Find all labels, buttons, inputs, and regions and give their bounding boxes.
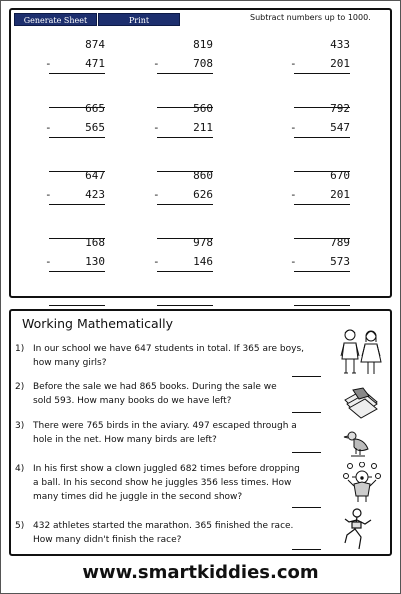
minuend: 789 bbox=[330, 236, 350, 249]
subtrahend: 423 bbox=[85, 188, 105, 201]
subtrahend: 573 bbox=[330, 255, 350, 268]
sum-rule bbox=[49, 73, 105, 74]
sum-rule bbox=[49, 271, 105, 272]
question-number: 5) bbox=[15, 521, 25, 531]
minus-sign: - bbox=[153, 255, 160, 268]
subtrahend: 626 bbox=[193, 188, 213, 201]
minus-sign: - bbox=[153, 57, 160, 70]
question-line: How many didn't finish the race? bbox=[33, 535, 182, 545]
subtrahend: 565 bbox=[85, 121, 105, 134]
subtrahend: 471 bbox=[85, 57, 105, 70]
question-number: 3) bbox=[15, 421, 25, 431]
subtrahend: 146 bbox=[193, 255, 213, 268]
subtrahend: 547 bbox=[330, 121, 350, 134]
question-text bbox=[33, 380, 343, 408]
question-line: There were 765 birds in the aviary. 497 escaped through a bbox=[33, 421, 297, 431]
answer-line[interactable] bbox=[292, 507, 321, 508]
question-text bbox=[33, 419, 348, 447]
minus-sign: - bbox=[290, 188, 297, 201]
question-line: In our school we have 647 students in total. If 365 are boys, bbox=[33, 344, 305, 354]
subtrahend: 708 bbox=[193, 57, 213, 70]
clown-icon bbox=[342, 462, 382, 504]
minuend: 819 bbox=[193, 38, 213, 51]
minus-sign: - bbox=[45, 121, 52, 134]
sum-rule bbox=[157, 73, 213, 74]
minuend: 168 bbox=[85, 236, 105, 249]
minus-sign: - bbox=[290, 255, 297, 268]
answer-line[interactable] bbox=[292, 452, 321, 453]
books-icon bbox=[341, 386, 381, 420]
minus-sign: - bbox=[45, 255, 52, 268]
question-line: sold 593. How many books do we have left? bbox=[33, 396, 232, 406]
generate-sheet-button[interactable]: Generate Sheet bbox=[14, 13, 97, 26]
subtrahend: 201 bbox=[330, 57, 350, 70]
question-line: a ball. In his second show he juggles 356 less times. How bbox=[33, 478, 292, 488]
sum-rule bbox=[157, 271, 213, 272]
sum-rule bbox=[157, 204, 213, 205]
answer-line[interactable] bbox=[292, 376, 321, 377]
print-button[interactable]: Print bbox=[98, 13, 180, 26]
sum-rule bbox=[294, 271, 350, 272]
minus-sign: - bbox=[153, 121, 160, 134]
minuend: 860 bbox=[193, 169, 213, 182]
question-number: 4) bbox=[15, 464, 25, 474]
minus-sign: - bbox=[290, 57, 297, 70]
question-line: hole in the net. How many birds are left? bbox=[33, 435, 217, 445]
subtrahend: 201 bbox=[330, 188, 350, 201]
subtrahend: 130 bbox=[85, 255, 105, 268]
minuend: 433 bbox=[330, 38, 350, 51]
question-text bbox=[33, 519, 343, 547]
sum-rule bbox=[49, 137, 105, 138]
question-line: many times did he juggle in the second show? bbox=[33, 492, 243, 502]
question-line: 432 athletes started the marathon. 365 finished the race. bbox=[33, 521, 294, 531]
answer-line[interactable] bbox=[49, 305, 105, 306]
question-line: how many girls? bbox=[33, 358, 107, 368]
minus-sign: - bbox=[153, 188, 160, 201]
question-number: 1) bbox=[15, 344, 25, 354]
minuend: 647 bbox=[85, 169, 105, 182]
question-text bbox=[33, 342, 343, 370]
answer-line[interactable] bbox=[157, 305, 213, 306]
answer-line[interactable] bbox=[292, 549, 321, 550]
question-number: 2) bbox=[15, 382, 25, 392]
runner-icon bbox=[343, 508, 377, 552]
question-text bbox=[33, 462, 348, 504]
subtrahend: 211 bbox=[193, 121, 213, 134]
question-line: In his first show a clown juggled 682 times before dropping bbox=[33, 464, 300, 474]
minuend: 560 bbox=[193, 102, 213, 115]
section-title: Working Mathematically bbox=[22, 316, 174, 331]
sum-rule bbox=[294, 137, 350, 138]
answer-line[interactable] bbox=[294, 305, 350, 306]
minuend: 978 bbox=[193, 236, 213, 249]
sum-rule bbox=[157, 137, 213, 138]
minus-sign: - bbox=[45, 57, 52, 70]
instructions: Subtract numbers up to 1000. bbox=[250, 13, 371, 22]
website-url[interactable]: www.smartkiddies.com bbox=[82, 562, 319, 583]
bird-icon bbox=[343, 428, 373, 458]
minuend: 670 bbox=[330, 169, 350, 182]
sum-rule bbox=[294, 73, 350, 74]
minus-sign: - bbox=[290, 121, 297, 134]
minuend: 874 bbox=[85, 38, 105, 51]
answer-line[interactable] bbox=[292, 412, 321, 413]
minuend: 792 bbox=[330, 102, 350, 115]
minus-sign: - bbox=[45, 188, 52, 201]
sum-rule bbox=[49, 204, 105, 205]
students-icon bbox=[339, 327, 383, 379]
minuend: 665 bbox=[85, 102, 105, 115]
sum-rule bbox=[294, 204, 350, 205]
question-line: Before the sale we had 865 books. During the sale we bbox=[33, 382, 277, 392]
